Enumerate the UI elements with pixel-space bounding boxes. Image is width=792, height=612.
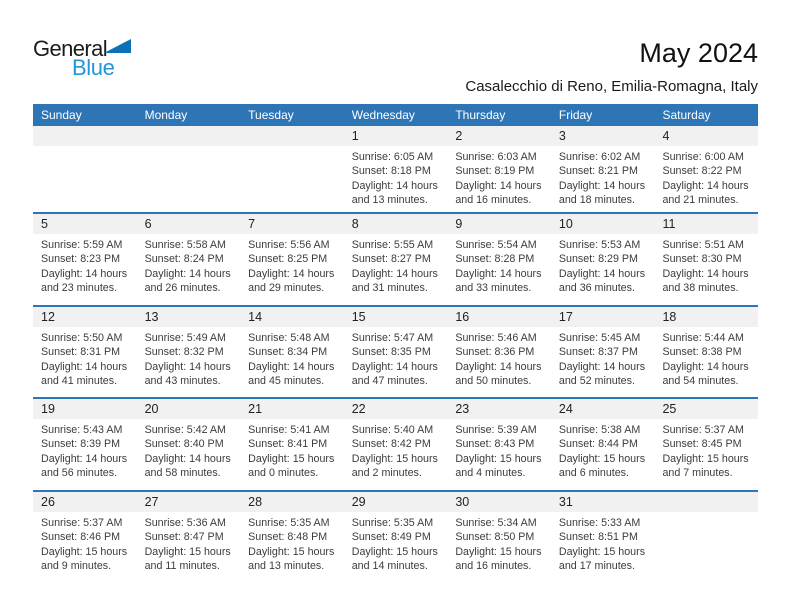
sunrise-text: Sunrise: 5:54 AM bbox=[455, 239, 537, 251]
empty-day-cell bbox=[33, 126, 137, 212]
day-number-band bbox=[240, 399, 344, 419]
sunrise-text: Sunrise: 6:00 AM bbox=[662, 151, 744, 163]
day-details bbox=[137, 512, 241, 574]
day-details bbox=[654, 419, 758, 481]
day-cell bbox=[447, 307, 551, 397]
sunset-text: Sunset: 8:41 PM bbox=[248, 438, 328, 451]
calendar-table bbox=[33, 104, 758, 573]
daylight-minutes-text: and 41 minutes. bbox=[41, 375, 118, 388]
day-number-band bbox=[240, 492, 344, 512]
sunrise-text: Sunrise: 6:03 AM bbox=[455, 151, 537, 163]
sunset-text: Sunset: 8:34 PM bbox=[248, 346, 328, 359]
sunrise-text: Sunrise: 5:33 AM bbox=[558, 517, 641, 529]
daylight-hours-text: Daylight: 15 hours bbox=[558, 545, 646, 558]
day-number bbox=[33, 126, 137, 129]
day-details bbox=[33, 327, 137, 389]
day-details bbox=[551, 234, 655, 296]
sunrise-text: Sunrise: 5:38 AM bbox=[558, 424, 641, 436]
sunset-text: Sunset: 8:46 PM bbox=[41, 531, 121, 544]
day-cell bbox=[344, 399, 448, 490]
day-cell bbox=[137, 492, 241, 573]
daylight-minutes-text: and 56 minutes. bbox=[41, 467, 118, 480]
daylight-minutes-text: and 45 minutes. bbox=[248, 375, 325, 388]
day-number: 4 bbox=[662, 129, 670, 143]
daylight-hours-text: Daylight: 14 hours bbox=[41, 360, 128, 373]
day-cell bbox=[551, 214, 655, 305]
week-row bbox=[33, 126, 758, 212]
sunrise-text: Sunrise: 5:34 AM bbox=[455, 517, 537, 529]
day-cell bbox=[551, 399, 655, 490]
daylight-hours-text: Daylight: 14 hours bbox=[41, 452, 128, 465]
day-number: 25 bbox=[662, 402, 677, 416]
daylight-minutes-text: and 50 minutes. bbox=[455, 375, 532, 388]
day-cell bbox=[33, 307, 137, 397]
day-number: 17 bbox=[558, 310, 573, 324]
day-number: 27 bbox=[144, 495, 159, 509]
day-details bbox=[344, 512, 448, 574]
day-number-band bbox=[654, 399, 758, 419]
daylight-minutes-text: and 18 minutes. bbox=[558, 194, 635, 207]
daylight-minutes-text: and 23 minutes. bbox=[41, 282, 118, 295]
day-cell bbox=[654, 126, 758, 212]
daylight-minutes-text: and 9 minutes. bbox=[41, 560, 112, 573]
sunset-text: Sunset: 8:40 PM bbox=[144, 438, 224, 451]
day-number-band bbox=[447, 492, 551, 512]
day-cell bbox=[654, 307, 758, 397]
day-number-band bbox=[137, 214, 241, 234]
logo-triangle-icon bbox=[104, 39, 131, 53]
day-cell bbox=[344, 126, 448, 212]
day-number-band bbox=[447, 307, 551, 327]
sunset-text: Sunset: 8:44 PM bbox=[558, 438, 638, 451]
day-details bbox=[240, 327, 344, 389]
day-cell bbox=[137, 214, 241, 305]
daylight-minutes-text: and 52 minutes. bbox=[558, 375, 635, 388]
day-details bbox=[447, 327, 551, 389]
day-number: 3 bbox=[558, 129, 566, 143]
day-details bbox=[344, 146, 448, 208]
daylight-hours-text: Daylight: 14 hours bbox=[144, 267, 231, 280]
daylight-hours-text: Daylight: 14 hours bbox=[558, 179, 646, 192]
daylight-minutes-text: and 11 minutes. bbox=[144, 560, 220, 573]
day-number: 18 bbox=[662, 310, 677, 324]
day-details bbox=[447, 234, 551, 296]
daylight-hours-text: Daylight: 14 hours bbox=[662, 267, 749, 280]
daylight-hours-text: Daylight: 15 hours bbox=[662, 452, 749, 465]
sunset-text: Sunset: 8:49 PM bbox=[351, 531, 431, 544]
day-cell bbox=[447, 399, 551, 490]
daylight-minutes-text: and 13 minutes. bbox=[248, 560, 325, 573]
sunrise-text: Sunrise: 5:39 AM bbox=[455, 424, 537, 436]
day-number: 6 bbox=[144, 217, 152, 231]
sunrise-text: Sunrise: 5:49 AM bbox=[144, 332, 226, 344]
daylight-minutes-text: and 4 minutes. bbox=[455, 467, 526, 480]
day-number: 12 bbox=[41, 310, 55, 324]
sunrise-text: Sunrise: 5:48 AM bbox=[248, 332, 330, 344]
day-number-band bbox=[551, 307, 655, 327]
daylight-minutes-text: and 33 minutes. bbox=[455, 282, 532, 295]
day-cell bbox=[344, 307, 448, 397]
logo-text-general: General bbox=[33, 36, 108, 61]
sunrise-text: Sunrise: 5:41 AM bbox=[248, 424, 330, 436]
day-details bbox=[447, 512, 551, 574]
day-details bbox=[240, 419, 344, 481]
week-row bbox=[33, 212, 758, 305]
day-number: 15 bbox=[351, 310, 366, 324]
sunrise-text: Sunrise: 5:35 AM bbox=[351, 517, 434, 529]
calendar-body bbox=[33, 126, 758, 573]
sunset-text: Sunset: 8:25 PM bbox=[248, 253, 328, 266]
sunrise-text: Sunrise: 5:46 AM bbox=[455, 332, 537, 344]
daylight-minutes-text: and 36 minutes. bbox=[558, 282, 635, 295]
daylight-minutes-text: and 17 minutes. bbox=[558, 560, 635, 573]
day-details bbox=[33, 419, 137, 481]
daylight-hours-text: Daylight: 14 hours bbox=[455, 360, 542, 373]
daylight-hours-text: Daylight: 15 hours bbox=[248, 452, 335, 465]
day-details bbox=[447, 419, 551, 481]
day-number-band bbox=[33, 492, 137, 512]
logo-text-blue: Blue bbox=[72, 55, 115, 80]
sunrise-text: Sunrise: 6:02 AM bbox=[558, 151, 641, 163]
day-cell bbox=[447, 214, 551, 305]
day-number-band bbox=[137, 492, 241, 512]
empty-day-cell bbox=[240, 126, 344, 212]
day-cell bbox=[551, 307, 655, 397]
day-details bbox=[344, 327, 448, 389]
daylight-minutes-text: and 47 minutes. bbox=[351, 375, 428, 388]
daylight-minutes-text: and 29 minutes. bbox=[248, 282, 325, 295]
day-details bbox=[654, 234, 758, 296]
daylight-hours-text: Daylight: 14 hours bbox=[248, 360, 335, 373]
sunset-text: Sunset: 8:19 PM bbox=[455, 165, 535, 178]
sunset-text: Sunset: 8:22 PM bbox=[662, 165, 742, 178]
day-details bbox=[654, 146, 758, 208]
sunset-text: Sunset: 8:32 PM bbox=[144, 346, 224, 359]
sunset-text: Sunset: 8:30 PM bbox=[662, 253, 742, 266]
day-cell bbox=[344, 492, 448, 573]
day-number: 26 bbox=[41, 495, 55, 509]
day-number: 13 bbox=[144, 310, 159, 324]
sunrise-text: Sunrise: 5:47 AM bbox=[351, 332, 434, 344]
day-details bbox=[33, 512, 137, 574]
page-title: May 2024 bbox=[639, 38, 758, 68]
daylight-hours-text: Daylight: 14 hours bbox=[351, 360, 438, 373]
day-number: 10 bbox=[558, 217, 573, 231]
day-number: 28 bbox=[248, 495, 263, 509]
day-number-band bbox=[551, 126, 655, 146]
sunset-text: Sunset: 8:31 PM bbox=[41, 346, 121, 359]
day-number bbox=[240, 126, 344, 129]
day-number: 22 bbox=[351, 402, 366, 416]
sunrise-text: Sunrise: 5:50 AM bbox=[41, 332, 123, 344]
day-number-band bbox=[654, 307, 758, 327]
day-cell bbox=[344, 214, 448, 305]
day-cell bbox=[137, 399, 241, 490]
day-number: 9 bbox=[455, 217, 463, 231]
daylight-minutes-text: and 16 minutes. bbox=[455, 194, 532, 207]
sunrise-text: Sunrise: 5:58 AM bbox=[144, 239, 226, 251]
week-row bbox=[33, 490, 758, 573]
daylight-minutes-text: and 31 minutes. bbox=[351, 282, 428, 295]
daylight-minutes-text: and 0 minutes. bbox=[248, 467, 319, 480]
day-number-band bbox=[33, 126, 137, 146]
day-number-band bbox=[551, 214, 655, 234]
weekday-header-cell-saturday: Saturday bbox=[662, 108, 711, 122]
sunset-text: Sunset: 8:38 PM bbox=[662, 346, 742, 359]
sunset-text: Sunset: 8:21 PM bbox=[558, 165, 638, 178]
day-details bbox=[240, 512, 344, 574]
day-number: 21 bbox=[248, 402, 263, 416]
day-number-band bbox=[240, 214, 344, 234]
sunrise-text: Sunrise: 5:45 AM bbox=[558, 332, 641, 344]
daylight-hours-text: Daylight: 15 hours bbox=[351, 452, 438, 465]
daylight-hours-text: Daylight: 14 hours bbox=[41, 267, 128, 280]
day-number-band bbox=[654, 214, 758, 234]
day-cell bbox=[240, 214, 344, 305]
sunrise-text: Sunrise: 5:43 AM bbox=[41, 424, 123, 436]
day-number: 5 bbox=[41, 217, 48, 231]
daylight-minutes-text: and 54 minutes. bbox=[662, 375, 739, 388]
daylight-minutes-text: and 13 minutes. bbox=[351, 194, 428, 207]
day-number-band bbox=[137, 126, 241, 146]
daylight-hours-text: Daylight: 15 hours bbox=[41, 545, 128, 558]
day-number: 7 bbox=[248, 217, 256, 231]
day-cell bbox=[654, 399, 758, 490]
sunset-text: Sunset: 8:37 PM bbox=[558, 346, 638, 359]
daylight-hours-text: Daylight: 14 hours bbox=[351, 179, 438, 192]
day-number-band bbox=[344, 492, 448, 512]
sunset-text: Sunset: 8:48 PM bbox=[248, 531, 328, 544]
sunset-text: Sunset: 8:24 PM bbox=[144, 253, 224, 266]
sunset-text: Sunset: 8:35 PM bbox=[351, 346, 431, 359]
day-number: 31 bbox=[558, 495, 573, 509]
sunrise-text: Sunrise: 5:44 AM bbox=[662, 332, 744, 344]
sunrise-text: Sunrise: 5:42 AM bbox=[144, 424, 226, 436]
day-details bbox=[344, 419, 448, 481]
sunset-text: Sunset: 8:43 PM bbox=[455, 438, 535, 451]
daylight-minutes-text: and 6 minutes. bbox=[558, 467, 629, 480]
day-number-band bbox=[551, 399, 655, 419]
day-details bbox=[240, 234, 344, 296]
day-number: 23 bbox=[455, 402, 470, 416]
day-cell bbox=[551, 492, 655, 573]
day-details bbox=[137, 419, 241, 481]
daylight-hours-text: Daylight: 15 hours bbox=[351, 545, 438, 558]
daylight-minutes-text: and 26 minutes. bbox=[144, 282, 221, 295]
sunrise-text: Sunrise: 5:56 AM bbox=[248, 239, 330, 251]
title-block bbox=[465, 38, 758, 95]
week-row bbox=[33, 397, 758, 490]
sunrise-text: Sunrise: 5:37 AM bbox=[662, 424, 744, 436]
sunset-text: Sunset: 8:42 PM bbox=[351, 438, 431, 451]
day-cell bbox=[240, 307, 344, 397]
daylight-hours-text: Daylight: 14 hours bbox=[248, 267, 335, 280]
day-cell bbox=[240, 492, 344, 573]
daylight-minutes-text: and 2 minutes. bbox=[351, 467, 422, 480]
daylight-hours-text: Daylight: 14 hours bbox=[662, 360, 749, 373]
day-number-band bbox=[33, 399, 137, 419]
day-cell bbox=[240, 399, 344, 490]
empty-day-cell bbox=[654, 492, 758, 569]
daylight-hours-text: Daylight: 15 hours bbox=[455, 452, 542, 465]
day-number-band bbox=[447, 214, 551, 234]
day-number-band bbox=[447, 126, 551, 146]
day-number-band bbox=[654, 126, 758, 146]
day-cell bbox=[33, 492, 137, 573]
weekday-header-cell-tuesday: Tuesday bbox=[248, 108, 294, 122]
day-number: 2 bbox=[455, 129, 463, 143]
daylight-hours-text: Daylight: 15 hours bbox=[455, 545, 542, 558]
daylight-hours-text: Daylight: 14 hours bbox=[558, 267, 646, 280]
sunrise-text: Sunrise: 6:05 AM bbox=[351, 151, 434, 163]
sunset-text: Sunset: 8:18 PM bbox=[351, 165, 431, 178]
weekday-header-cell-thursday: Thursday bbox=[455, 108, 506, 122]
sunset-text: Sunset: 8:29 PM bbox=[558, 253, 638, 266]
daylight-minutes-text: and 58 minutes. bbox=[144, 467, 221, 480]
day-number-band bbox=[344, 214, 448, 234]
daylight-minutes-text: and 21 minutes. bbox=[662, 194, 739, 207]
day-number: 11 bbox=[662, 217, 676, 231]
day-number: 1 bbox=[351, 129, 359, 143]
day-number: 16 bbox=[455, 310, 470, 324]
weekday-header-cell-sunday: Sunday bbox=[41, 108, 82, 122]
day-number: 14 bbox=[248, 310, 263, 324]
sunrise-text: Sunrise: 5:55 AM bbox=[351, 239, 434, 251]
day-cell bbox=[447, 126, 551, 212]
weekday-header-cell-monday: Monday bbox=[144, 108, 188, 122]
daylight-hours-text: Daylight: 14 hours bbox=[351, 267, 438, 280]
day-details bbox=[33, 234, 137, 296]
sunset-text: Sunset: 8:36 PM bbox=[455, 346, 535, 359]
sunset-text: Sunset: 8:28 PM bbox=[455, 253, 535, 266]
daylight-minutes-text: and 14 minutes. bbox=[351, 560, 428, 573]
sunset-text: Sunset: 8:51 PM bbox=[558, 531, 638, 544]
sunrise-text: Sunrise: 5:36 AM bbox=[144, 517, 226, 529]
day-number-band bbox=[654, 492, 758, 512]
day-cell bbox=[137, 307, 241, 397]
daylight-hours-text: Daylight: 15 hours bbox=[144, 545, 231, 558]
general-blue-logo bbox=[33, 36, 153, 86]
daylight-minutes-text: and 7 minutes. bbox=[662, 467, 733, 480]
sunset-text: Sunset: 8:47 PM bbox=[144, 531, 224, 544]
day-number bbox=[654, 492, 758, 495]
day-cell bbox=[447, 492, 551, 573]
day-cell bbox=[551, 126, 655, 212]
day-details bbox=[654, 327, 758, 389]
day-number-band bbox=[344, 399, 448, 419]
day-number: 29 bbox=[351, 495, 366, 509]
day-number: 8 bbox=[351, 217, 359, 231]
day-details bbox=[551, 419, 655, 481]
day-number-band bbox=[33, 307, 137, 327]
day-number: 19 bbox=[41, 402, 55, 416]
sunset-text: Sunset: 8:45 PM bbox=[662, 438, 742, 451]
daylight-hours-text: Daylight: 15 hours bbox=[248, 545, 335, 558]
sunset-text: Sunset: 8:50 PM bbox=[455, 531, 535, 544]
day-number-band bbox=[344, 307, 448, 327]
day-details bbox=[551, 512, 655, 574]
day-number bbox=[137, 126, 241, 129]
weekday-header-row bbox=[33, 104, 758, 126]
daylight-minutes-text: and 16 minutes. bbox=[455, 560, 532, 573]
day-number-band bbox=[240, 126, 344, 146]
daylight-hours-text: Daylight: 15 hours bbox=[558, 452, 646, 465]
sunset-text: Sunset: 8:23 PM bbox=[41, 253, 121, 266]
sunrise-text: Sunrise: 5:53 AM bbox=[558, 239, 641, 251]
day-number: 24 bbox=[558, 402, 573, 416]
day-details bbox=[551, 327, 655, 389]
day-number-band bbox=[137, 307, 241, 327]
sunrise-text: Sunrise: 5:35 AM bbox=[248, 517, 330, 529]
sunset-text: Sunset: 8:27 PM bbox=[351, 253, 431, 266]
day-number-band bbox=[447, 399, 551, 419]
daylight-hours-text: Daylight: 14 hours bbox=[662, 179, 749, 192]
day-cell bbox=[33, 214, 137, 305]
sunrise-text: Sunrise: 5:51 AM bbox=[662, 239, 744, 251]
sunrise-text: Sunrise: 5:37 AM bbox=[41, 517, 123, 529]
day-details bbox=[344, 234, 448, 296]
weekday-header-cell-wednesday: Wednesday bbox=[351, 108, 415, 122]
sunrise-text: Sunrise: 5:40 AM bbox=[351, 424, 434, 436]
daylight-minutes-text: and 43 minutes. bbox=[144, 375, 221, 388]
daylight-minutes-text: and 38 minutes. bbox=[662, 282, 739, 295]
weekday-header-cell-friday: Friday bbox=[558, 108, 593, 122]
day-number-band bbox=[240, 307, 344, 327]
day-number-band bbox=[344, 126, 448, 146]
daylight-hours-text: Daylight: 14 hours bbox=[455, 179, 542, 192]
daylight-hours-text: Daylight: 14 hours bbox=[455, 267, 542, 280]
day-details bbox=[137, 327, 241, 389]
empty-day-cell bbox=[137, 126, 241, 212]
day-number: 30 bbox=[455, 495, 470, 509]
day-details bbox=[137, 234, 241, 296]
day-details bbox=[551, 146, 655, 208]
day-number: 20 bbox=[144, 402, 159, 416]
daylight-hours-text: Daylight: 14 hours bbox=[144, 452, 231, 465]
day-number-band bbox=[33, 214, 137, 234]
day-cell bbox=[33, 399, 137, 490]
daylight-hours-text: Daylight: 14 hours bbox=[144, 360, 231, 373]
daylight-hours-text: Daylight: 14 hours bbox=[558, 360, 646, 373]
week-row bbox=[33, 305, 758, 397]
sunset-text: Sunset: 8:39 PM bbox=[41, 438, 121, 451]
day-number-band bbox=[137, 399, 241, 419]
page-subtitle: Casalecchio di Reno, Emilia-Romagna, Italy bbox=[465, 78, 758, 95]
sunrise-text: Sunrise: 5:59 AM bbox=[41, 239, 123, 251]
day-number-band bbox=[551, 492, 655, 512]
day-details bbox=[447, 146, 551, 208]
day-cell bbox=[654, 214, 758, 305]
